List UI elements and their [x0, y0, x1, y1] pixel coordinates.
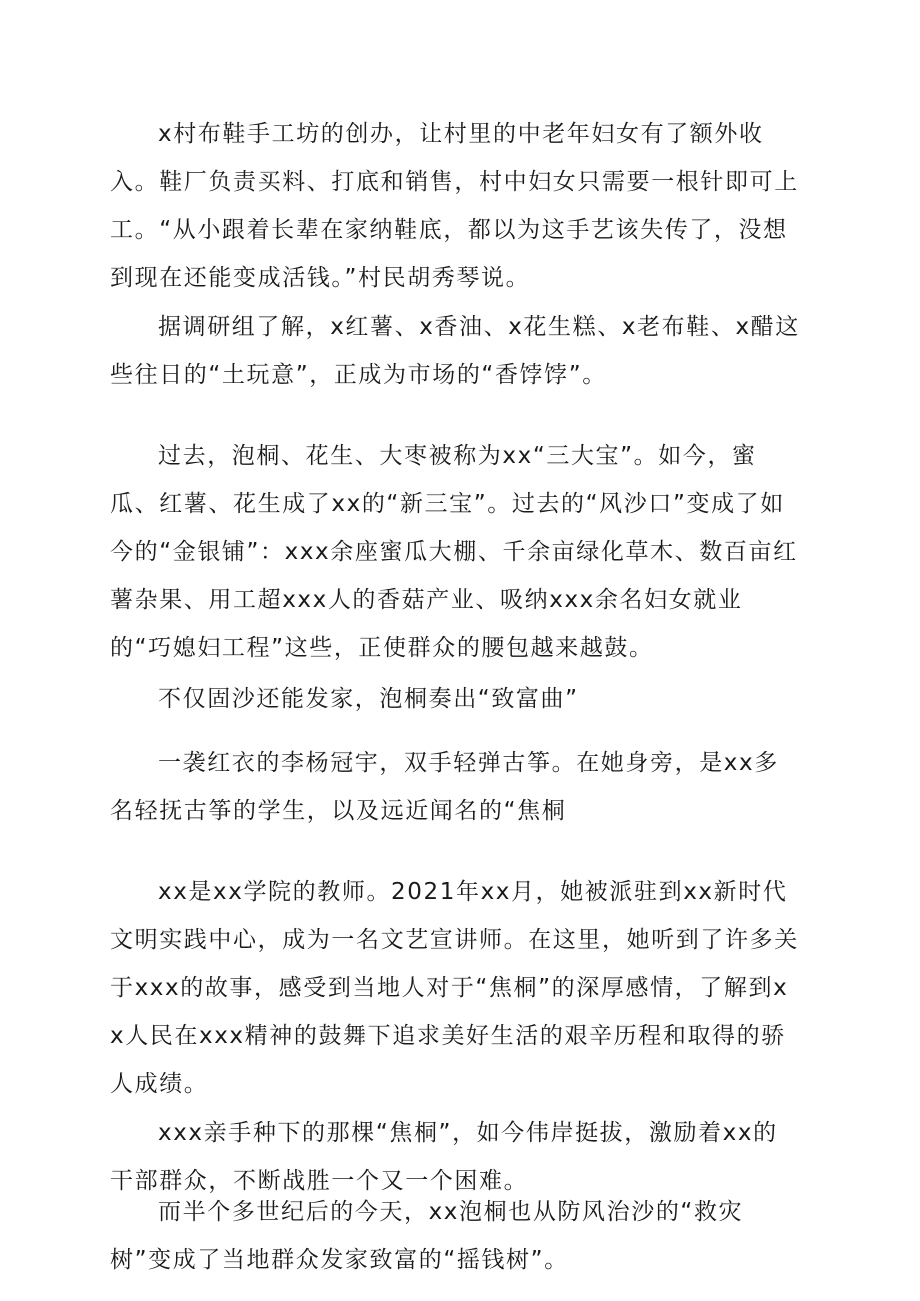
paragraph-2: 据调研组了解，x红薯、x香油、x花生糕、x老布鞋、x醋这些往日的“土玩意”，正成为市场的“香饽饽”。	[110, 314, 800, 388]
paragraph-7: 而半个多世纪后的今天，xx泡桐也从防风治沙的“救灾树”变成了当地群众发家致富的“摇钱树”。	[110, 1199, 744, 1273]
paragraph-3: 过去，泡桐、花生、大枣被称为xx“三大宝”。如今，蜜瓜、红薯、花生成了xx的“新三宝”。过去的“风沙口”变成了如今的“金银铺”：xxx余座蜜瓜大棚、千余亩绿化草木、数百亩红薯杂果、用工超xxx人的香菇产业、吸纳xxx余名妇女就业的“巧媳妇工程”这些，正使群众的腰包越来越鼓。	[110, 443, 798, 661]
paragraph-6: xxx亲手种下的那棵“焦桐”，如今伟岸挺拔，激励着xx的干部群众，不断战胜一个又一个困难。	[110, 1120, 778, 1194]
paragraph-4: 一袭红衣的李杨冠宇，双手轻弹古筝。在她身旁，是xx多名轻抚古筝的学生，以及远近闻名的“焦桐	[110, 750, 779, 824]
section-heading: 不仅固沙还能发家，泡桐奏出“致富曲”	[158, 686, 579, 712]
paragraph-1: x村布鞋手工坊的创办，让村里的中老年妇女有了额外收入。鞋厂负责买料、打底和销售，村中妇女只需要一根针即可上工。“从小跟着长辈在家纳鞋底，都以为这手艺该失传了，没想到现在还能变成活钱。”村民胡秀琴说。	[110, 121, 799, 291]
paragraph-5: xx是xx学院的教师。2021年xx月，她被派驻到xx新时代文明实践中心，成为一名文艺宣讲师。在这里，她听到了许多关于xxx的故事，感受到当地人对于“焦桐”的深厚感情，了解到xx人民在xxx精神的鼓舞下追求美好生活的艰辛历程和取得的骄人成绩。	[110, 879, 799, 1097]
